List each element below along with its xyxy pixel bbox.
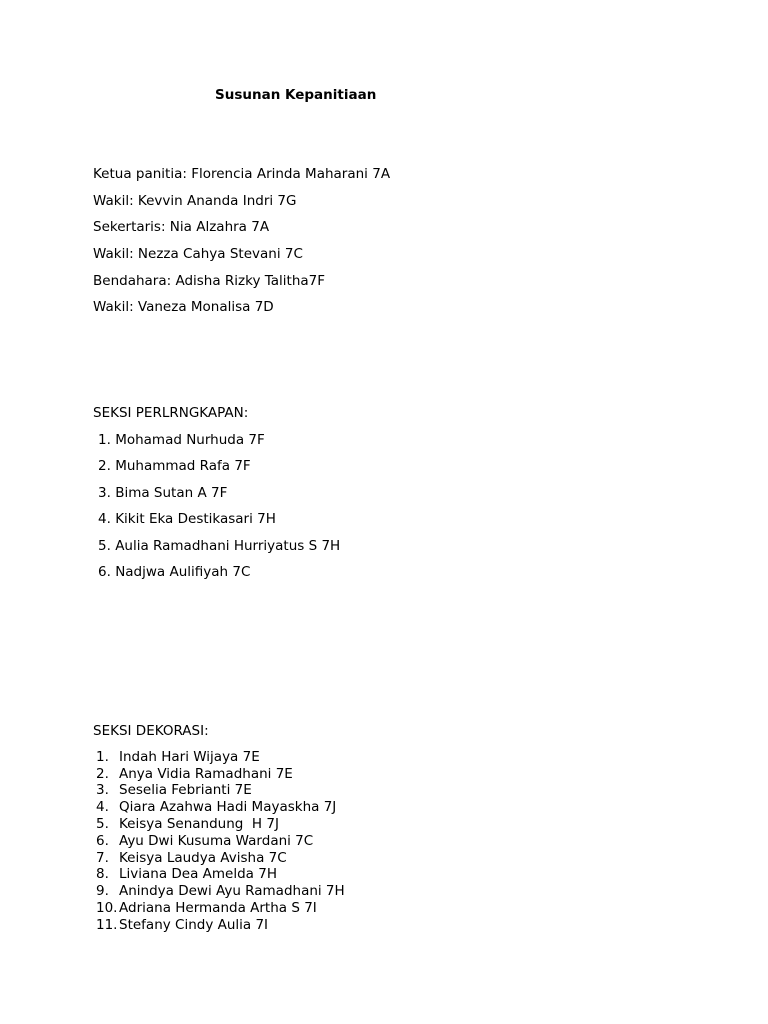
list-number: 2.	[96, 766, 109, 782]
list-number: 7.	[96, 850, 109, 866]
list-number: 8.	[96, 866, 109, 882]
list-item-name: Kikit Eka Destikasari 7H	[115, 511, 276, 527]
document-title: Susunan Kepanitiaan	[215, 87, 377, 103]
list-item-name: Stefany Cindy Aulia 7I	[119, 917, 269, 933]
officer-line: Sekertaris: Nia Alzahra 7A	[93, 219, 270, 235]
list-item-name: Keisya Senandung H 7J	[119, 816, 279, 832]
list-item-name: Liviana Dea Amelda 7H	[119, 866, 277, 882]
officer-line: Wakil: Kevvin Ananda Indri 7G	[93, 193, 297, 209]
list-item	[96, 917, 268, 933]
list-item-name: Qiara Azahwa Hadi Mayaskha 7J	[119, 799, 337, 815]
list-number: 4.	[98, 511, 111, 527]
officer-line: Ketua panitia: Florencia Arinda Maharani 7A	[93, 166, 391, 182]
list-item	[96, 850, 287, 866]
list-number: 11.	[96, 917, 118, 933]
list-item	[98, 510, 276, 528]
officer-line: Wakil: Nezza Cahya Stevani 7C	[93, 246, 303, 262]
list-item-name: Adriana Hermanda Artha S 7I	[119, 900, 317, 916]
list-item-name: Bima Sutan A 7F	[115, 485, 228, 501]
list-item-name: Aulia Ramadhani Hurriyatus S 7H	[115, 538, 341, 554]
list-item-name: Muhammad Rafa 7F	[115, 458, 251, 474]
list-number: 4.	[96, 799, 109, 815]
list-item-name: Keisya Laudya Avisha 7C	[119, 850, 287, 866]
list-item-name: Seselia Febrianti 7E	[119, 782, 252, 798]
list-item-name: Ayu Dwi Kusuma Wardani 7C	[119, 833, 314, 849]
list-item	[98, 484, 227, 502]
list-number: 2.	[98, 458, 111, 474]
list-number: 1.	[96, 749, 109, 765]
list-number: 1.	[98, 432, 111, 448]
list-number: 3.	[96, 782, 109, 798]
list-number: 3.	[98, 485, 111, 501]
list-item-name: Indah Hari Wijaya 7E	[119, 749, 260, 765]
list-number: 5.	[98, 538, 111, 554]
list-item	[98, 537, 340, 555]
list-number: 6.	[96, 833, 109, 849]
list-item	[96, 866, 277, 882]
list-item-name: Anindya Dewi Ayu Ramadhani 7H	[119, 883, 345, 899]
list-item	[96, 799, 336, 815]
list-item	[98, 431, 265, 449]
list-item	[96, 766, 293, 782]
list-number: 9.	[96, 883, 109, 899]
list-item	[96, 782, 252, 798]
list-item-name: Nadjwa Aulifiyah 7C	[115, 564, 251, 580]
list-item	[96, 900, 317, 916]
list-item	[98, 457, 251, 475]
list-number: 5.	[96, 816, 109, 832]
list-item	[98, 563, 250, 581]
list-item-name: Anya Vidia Ramadhani 7E	[119, 766, 293, 782]
list-number: 6.	[98, 564, 111, 580]
section-heading-dekorasi: SEKSI DEKORASI:	[93, 723, 209, 739]
list-item	[96, 833, 313, 849]
list-item-name: Mohamad Nurhuda 7F	[115, 432, 265, 448]
section-heading-perlengkapan: SEKSI PERLRNGKAPAN:	[93, 405, 249, 421]
list-item	[96, 749, 260, 765]
list-number: 10.	[96, 900, 118, 916]
officer-line: Bendahara: Adisha Rizky Talitha7F	[93, 273, 326, 289]
officer-line: Wakil: Vaneza Monalisa 7D	[93, 299, 274, 315]
list-item	[96, 883, 345, 899]
list-item	[96, 816, 279, 832]
